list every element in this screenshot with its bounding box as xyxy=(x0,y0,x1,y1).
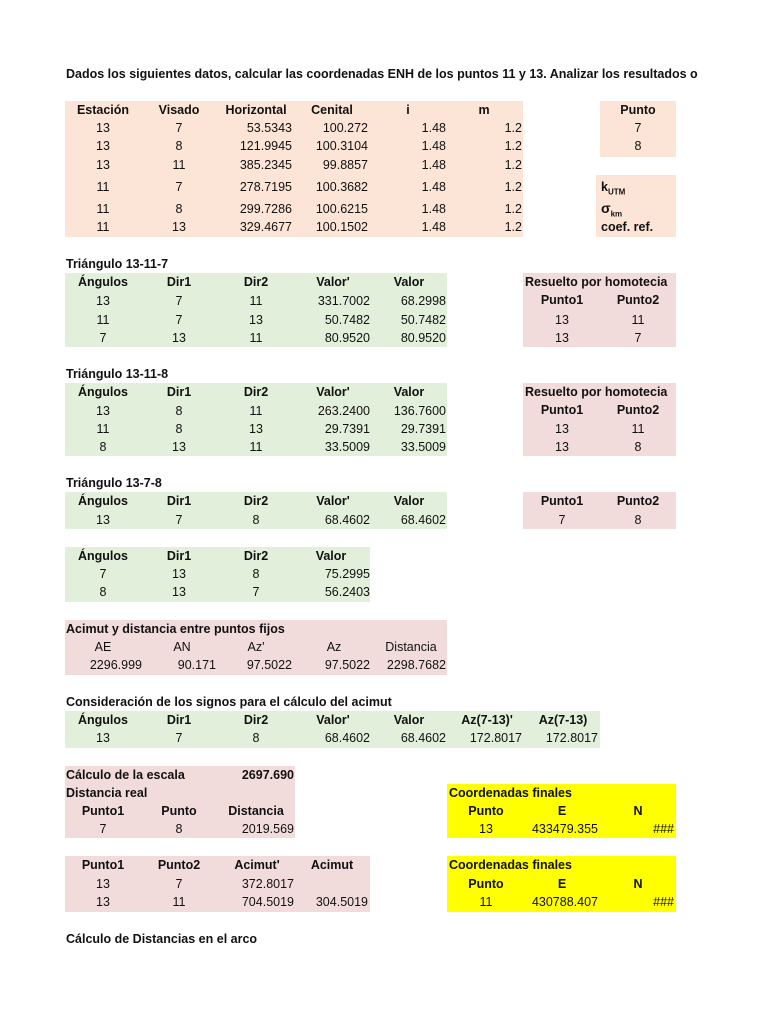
tri2-cell: 11 xyxy=(96,422,110,436)
acimut2-cell: 7 xyxy=(175,877,183,891)
tri1-cell: 50.7482 xyxy=(324,313,370,327)
angles-cell: 13 xyxy=(172,567,186,581)
header-m: m xyxy=(478,103,490,117)
obs-cell: 385.2345 xyxy=(239,158,292,172)
tri2-cell: 29.7391 xyxy=(324,422,370,436)
escala-value: 2697.690 xyxy=(241,768,294,782)
tri1-cell: 11 xyxy=(96,313,110,327)
coord2-header: N xyxy=(633,877,643,891)
header-estacion: Estación xyxy=(76,103,130,117)
tri2-title: Triángulo 13-11-8 xyxy=(66,367,169,381)
distancias-arco-title: Cálculo de Distancias en el arco xyxy=(66,932,258,946)
pp3-cell: 7 xyxy=(558,513,566,527)
tri2-cell: 8 xyxy=(175,422,183,436)
acimut-header: Az xyxy=(326,640,342,654)
obs-cell: 100.272 xyxy=(322,121,368,135)
signos-cell: 68.4602 xyxy=(324,731,370,745)
tri2-header: Valor' xyxy=(316,385,350,399)
tri2-header: Dir1 xyxy=(166,385,192,399)
acimut2-cell: 11 xyxy=(172,895,186,909)
escala-label: Cálculo de la escala xyxy=(66,768,185,782)
header-horizontal: Horizontal xyxy=(225,103,287,117)
acimut-header: Az' xyxy=(247,640,265,654)
homo2-cell: 8 xyxy=(634,440,642,454)
tri1-cell: 13 xyxy=(249,313,263,327)
obs-cell: 53.5343 xyxy=(246,121,292,135)
tri3-header: Ángulos xyxy=(78,494,128,508)
escala-header: Punto1 xyxy=(81,804,125,818)
coord1-header: E xyxy=(557,804,567,818)
tri2-cell: 136.7600 xyxy=(393,404,446,418)
tri1-cell: 80.9520 xyxy=(400,331,446,345)
escala-header: Punto xyxy=(161,804,197,818)
obs-cell: 1.48 xyxy=(421,220,446,234)
homo2-cell: 13 xyxy=(555,422,569,436)
tri2-cell: 8 xyxy=(175,404,183,418)
tri2-cell: 29.7391 xyxy=(400,422,446,436)
acimut-cell: 2298.7682 xyxy=(386,658,446,672)
signos-header: Dir2 xyxy=(243,713,269,727)
pp3-cell: 8 xyxy=(634,513,642,527)
coord1-title: Coordenadas finales xyxy=(449,786,572,800)
obs-cell: 1.2 xyxy=(504,139,522,153)
obs-cell: 100.3682 xyxy=(315,180,368,194)
acimut-cell: 97.5022 xyxy=(246,658,292,672)
angles-header: Ángulos xyxy=(78,549,128,563)
tri2-cell: 8 xyxy=(99,440,107,454)
tri2-header: Ángulos xyxy=(78,385,128,399)
obs-cell: 100.1502 xyxy=(315,220,368,234)
signos-cell: 8 xyxy=(252,731,260,745)
obs-cell: 1.2 xyxy=(504,202,522,216)
tri1-cell: 331.7002 xyxy=(317,294,370,308)
obs-cell: 7 xyxy=(175,121,183,135)
coord1-header: N xyxy=(633,804,643,818)
homo2-header: Punto2 xyxy=(616,403,660,417)
acimut2-header: Acimut xyxy=(310,858,354,872)
signos-cell: 68.4602 xyxy=(400,731,446,745)
pp3-header: Punto1 xyxy=(540,494,584,508)
tri1-cell: 80.9520 xyxy=(324,331,370,345)
tri3-cell: 8 xyxy=(252,513,260,527)
coord1-cell: ### xyxy=(653,822,674,836)
acimut2-header: Punto1 xyxy=(81,858,125,872)
pp3-header: Punto2 xyxy=(616,494,660,508)
coord2-cell: 11 xyxy=(479,895,493,909)
tri3-header: Valor xyxy=(393,494,425,508)
escala-cell: 7 xyxy=(99,822,107,836)
escala-header: Distancia xyxy=(228,804,284,818)
tri2-cell: 11 xyxy=(249,404,263,418)
obs-cell: 1.2 xyxy=(504,220,522,234)
signos-header: Ángulos xyxy=(78,713,128,727)
tri1-header: Dir2 xyxy=(243,275,269,289)
distancia-real-label: Distancia real xyxy=(66,786,148,800)
obs-cell: 1.48 xyxy=(421,180,446,194)
signos-cell: 172.8017 xyxy=(469,731,522,745)
signos-header: Dir1 xyxy=(166,713,192,727)
obs-cell: 11 xyxy=(172,158,186,172)
angles-cell: 7 xyxy=(99,567,107,581)
obs-cell: 121.9945 xyxy=(239,139,292,153)
tri2-header: Valor xyxy=(393,385,425,399)
obs-cell: 1.2 xyxy=(504,121,522,135)
tri1-header: Ángulos xyxy=(78,275,128,289)
obs-cell: 278.7195 xyxy=(239,180,292,194)
homo2-cell: 11 xyxy=(631,422,645,436)
coord1-cell: 13 xyxy=(479,822,493,836)
obs-cell: 1.48 xyxy=(421,121,446,135)
acimut2-cell: 304.5019 xyxy=(315,895,368,909)
homo2-title: Resuelto por homotecia xyxy=(525,385,668,399)
escala-cell: 8 xyxy=(175,822,183,836)
obs-cell: 8 xyxy=(175,202,183,216)
homo1-title: Resuelto por homotecia xyxy=(525,275,668,289)
tri1-cell: 7 xyxy=(175,294,183,308)
angles-cell: 8 xyxy=(99,585,107,599)
acimut2-header: Punto2 xyxy=(157,858,201,872)
obs-cell: 11 xyxy=(96,180,110,194)
tri2-cell: 13 xyxy=(172,440,186,454)
tri1-title: Triángulo 13-11-7 xyxy=(66,257,169,271)
sigma-label: $\sigma_{km}$ xyxy=(601,200,623,219)
tri2-cell: 13 xyxy=(249,422,263,436)
homo2-header: Punto1 xyxy=(540,403,584,417)
tri1-cell: 7 xyxy=(175,313,183,327)
obs-cell: 13 xyxy=(172,220,186,234)
signos-header: Valor xyxy=(393,713,425,727)
angles-header: Valor xyxy=(315,549,347,563)
obs-cell: 99.8857 xyxy=(322,158,368,172)
coord1-header: Punto xyxy=(468,804,504,818)
acimut-header: AE xyxy=(94,640,112,654)
signos-cell: 13 xyxy=(96,731,110,745)
obs-cell: 1.2 xyxy=(504,158,522,172)
punto-value: 7 xyxy=(634,121,642,135)
signos-header: Az(7-13) xyxy=(538,713,588,727)
obs-cell: 11 xyxy=(96,202,110,216)
sheet-title: Dados los siguientes datos, calcular las coordenadas ENH de los puntos 11 y 13. Analizar los resultados o xyxy=(66,67,698,81)
homo1-cell: 7 xyxy=(634,331,642,345)
coef-label: coef. ref. xyxy=(601,220,654,234)
tri3-cell: 68.4602 xyxy=(400,513,446,527)
tri2-header: Dir2 xyxy=(243,385,269,399)
tri1-header: Dir1 xyxy=(166,275,192,289)
obs-cell: 100.3104 xyxy=(315,139,368,153)
coord2-cell: 430788.407 xyxy=(531,895,598,909)
acimut2-cell: 13 xyxy=(96,895,110,909)
tri2-cell: 11 xyxy=(249,440,263,454)
signos-title: Consideración de los signos para el cálculo del acimut xyxy=(66,695,392,709)
homo1-cell: 13 xyxy=(555,313,569,327)
header-i: i xyxy=(406,103,410,117)
tri1-cell: 50.7482 xyxy=(400,313,446,327)
coord1-cell: 433479.355 xyxy=(531,822,598,836)
homo1-cell: 11 xyxy=(631,313,645,327)
tri3-header: Valor' xyxy=(316,494,350,508)
homo1-header: Punto2 xyxy=(616,293,660,307)
escala-cell: 2019.569 xyxy=(241,822,294,836)
obs-cell: 13 xyxy=(96,158,110,172)
acimut2-cell: 372.8017 xyxy=(241,877,294,891)
obs-cell: 1.48 xyxy=(421,202,446,216)
tri1-cell: 11 xyxy=(249,331,263,345)
tri1-cell: 7 xyxy=(99,331,107,345)
obs-cell: 100.6215 xyxy=(315,202,368,216)
tri3-cell: 13 xyxy=(96,513,110,527)
tri3-title: Triángulo 13-7-8 xyxy=(66,476,162,490)
tri3-cell: 7 xyxy=(175,513,183,527)
coord2-cell: ### xyxy=(653,895,674,909)
angles-cell: 56.2403 xyxy=(324,585,370,599)
tri1-header: Valor' xyxy=(316,275,350,289)
obs-cell: 1.48 xyxy=(421,139,446,153)
signos-header: Valor' xyxy=(316,713,350,727)
signos-header: Az(7-13)' xyxy=(461,713,513,727)
obs-cell: 8 xyxy=(175,139,183,153)
homo1-header: Punto1 xyxy=(540,293,584,307)
tri2-cell: 263.2400 xyxy=(317,404,370,418)
tri2-cell: 33.5009 xyxy=(400,440,446,454)
obs-cell: 13 xyxy=(96,139,110,153)
signos-cell: 7 xyxy=(175,731,183,745)
angles-header: Dir2 xyxy=(243,549,269,563)
acimut-cell: 97.5022 xyxy=(324,658,370,672)
acimut-title: Acimut y distancia entre puntos fijos xyxy=(66,622,285,636)
angles-cell: 13 xyxy=(172,585,186,599)
tri1-header: Valor xyxy=(393,275,425,289)
obs-cell: 13 xyxy=(96,121,110,135)
signos-cell: 172.8017 xyxy=(545,731,598,745)
obs-cell: 7 xyxy=(175,180,183,194)
angles-cell: 7 xyxy=(252,585,260,599)
tri3-header: Dir1 xyxy=(166,494,192,508)
tri2-cell: 33.5009 xyxy=(324,440,370,454)
coord2-header: Punto xyxy=(468,877,504,891)
obs-cell: 1.2 xyxy=(504,180,522,194)
tri3-header: Dir2 xyxy=(243,494,269,508)
homo2-cell: 13 xyxy=(555,440,569,454)
tri3-cell: 68.4602 xyxy=(324,513,370,527)
homo1-cell: 13 xyxy=(555,331,569,345)
tri1-cell: 11 xyxy=(249,294,263,308)
tri2-cell: 13 xyxy=(96,404,110,418)
obs-cell: 11 xyxy=(96,220,110,234)
acimut-header: AN xyxy=(173,640,191,654)
punto-value: 8 xyxy=(634,139,642,153)
tri1-cell: 13 xyxy=(96,294,110,308)
punto-header: Punto xyxy=(620,103,656,117)
acimut2-cell: 704.5019 xyxy=(241,895,294,909)
kutm-label: $k_{UTM}$ xyxy=(601,180,626,197)
header-cenital: Cenital xyxy=(311,103,353,117)
acimut-cell: 90.171 xyxy=(177,658,216,672)
tri1-cell: 68.2998 xyxy=(400,294,446,308)
angles-cell: 8 xyxy=(252,567,260,581)
header-visado: Visado xyxy=(158,103,200,117)
coord2-title: Coordenadas finales xyxy=(449,858,572,872)
acimut2-header: Acimut' xyxy=(234,858,280,872)
obs-cell: 1.48 xyxy=(421,158,446,172)
tri1-cell: 13 xyxy=(172,331,186,345)
coord2-header: E xyxy=(557,877,567,891)
angles-header: Dir1 xyxy=(166,549,192,563)
obs-cell: 329.4677 xyxy=(239,220,292,234)
acimut2-cell: 13 xyxy=(96,877,110,891)
obs-cell: 299.7286 xyxy=(239,202,292,216)
angles-cell: 75.2995 xyxy=(324,567,370,581)
acimut-header: Distancia xyxy=(385,640,437,654)
acimut-cell: 2296.999 xyxy=(89,658,142,672)
